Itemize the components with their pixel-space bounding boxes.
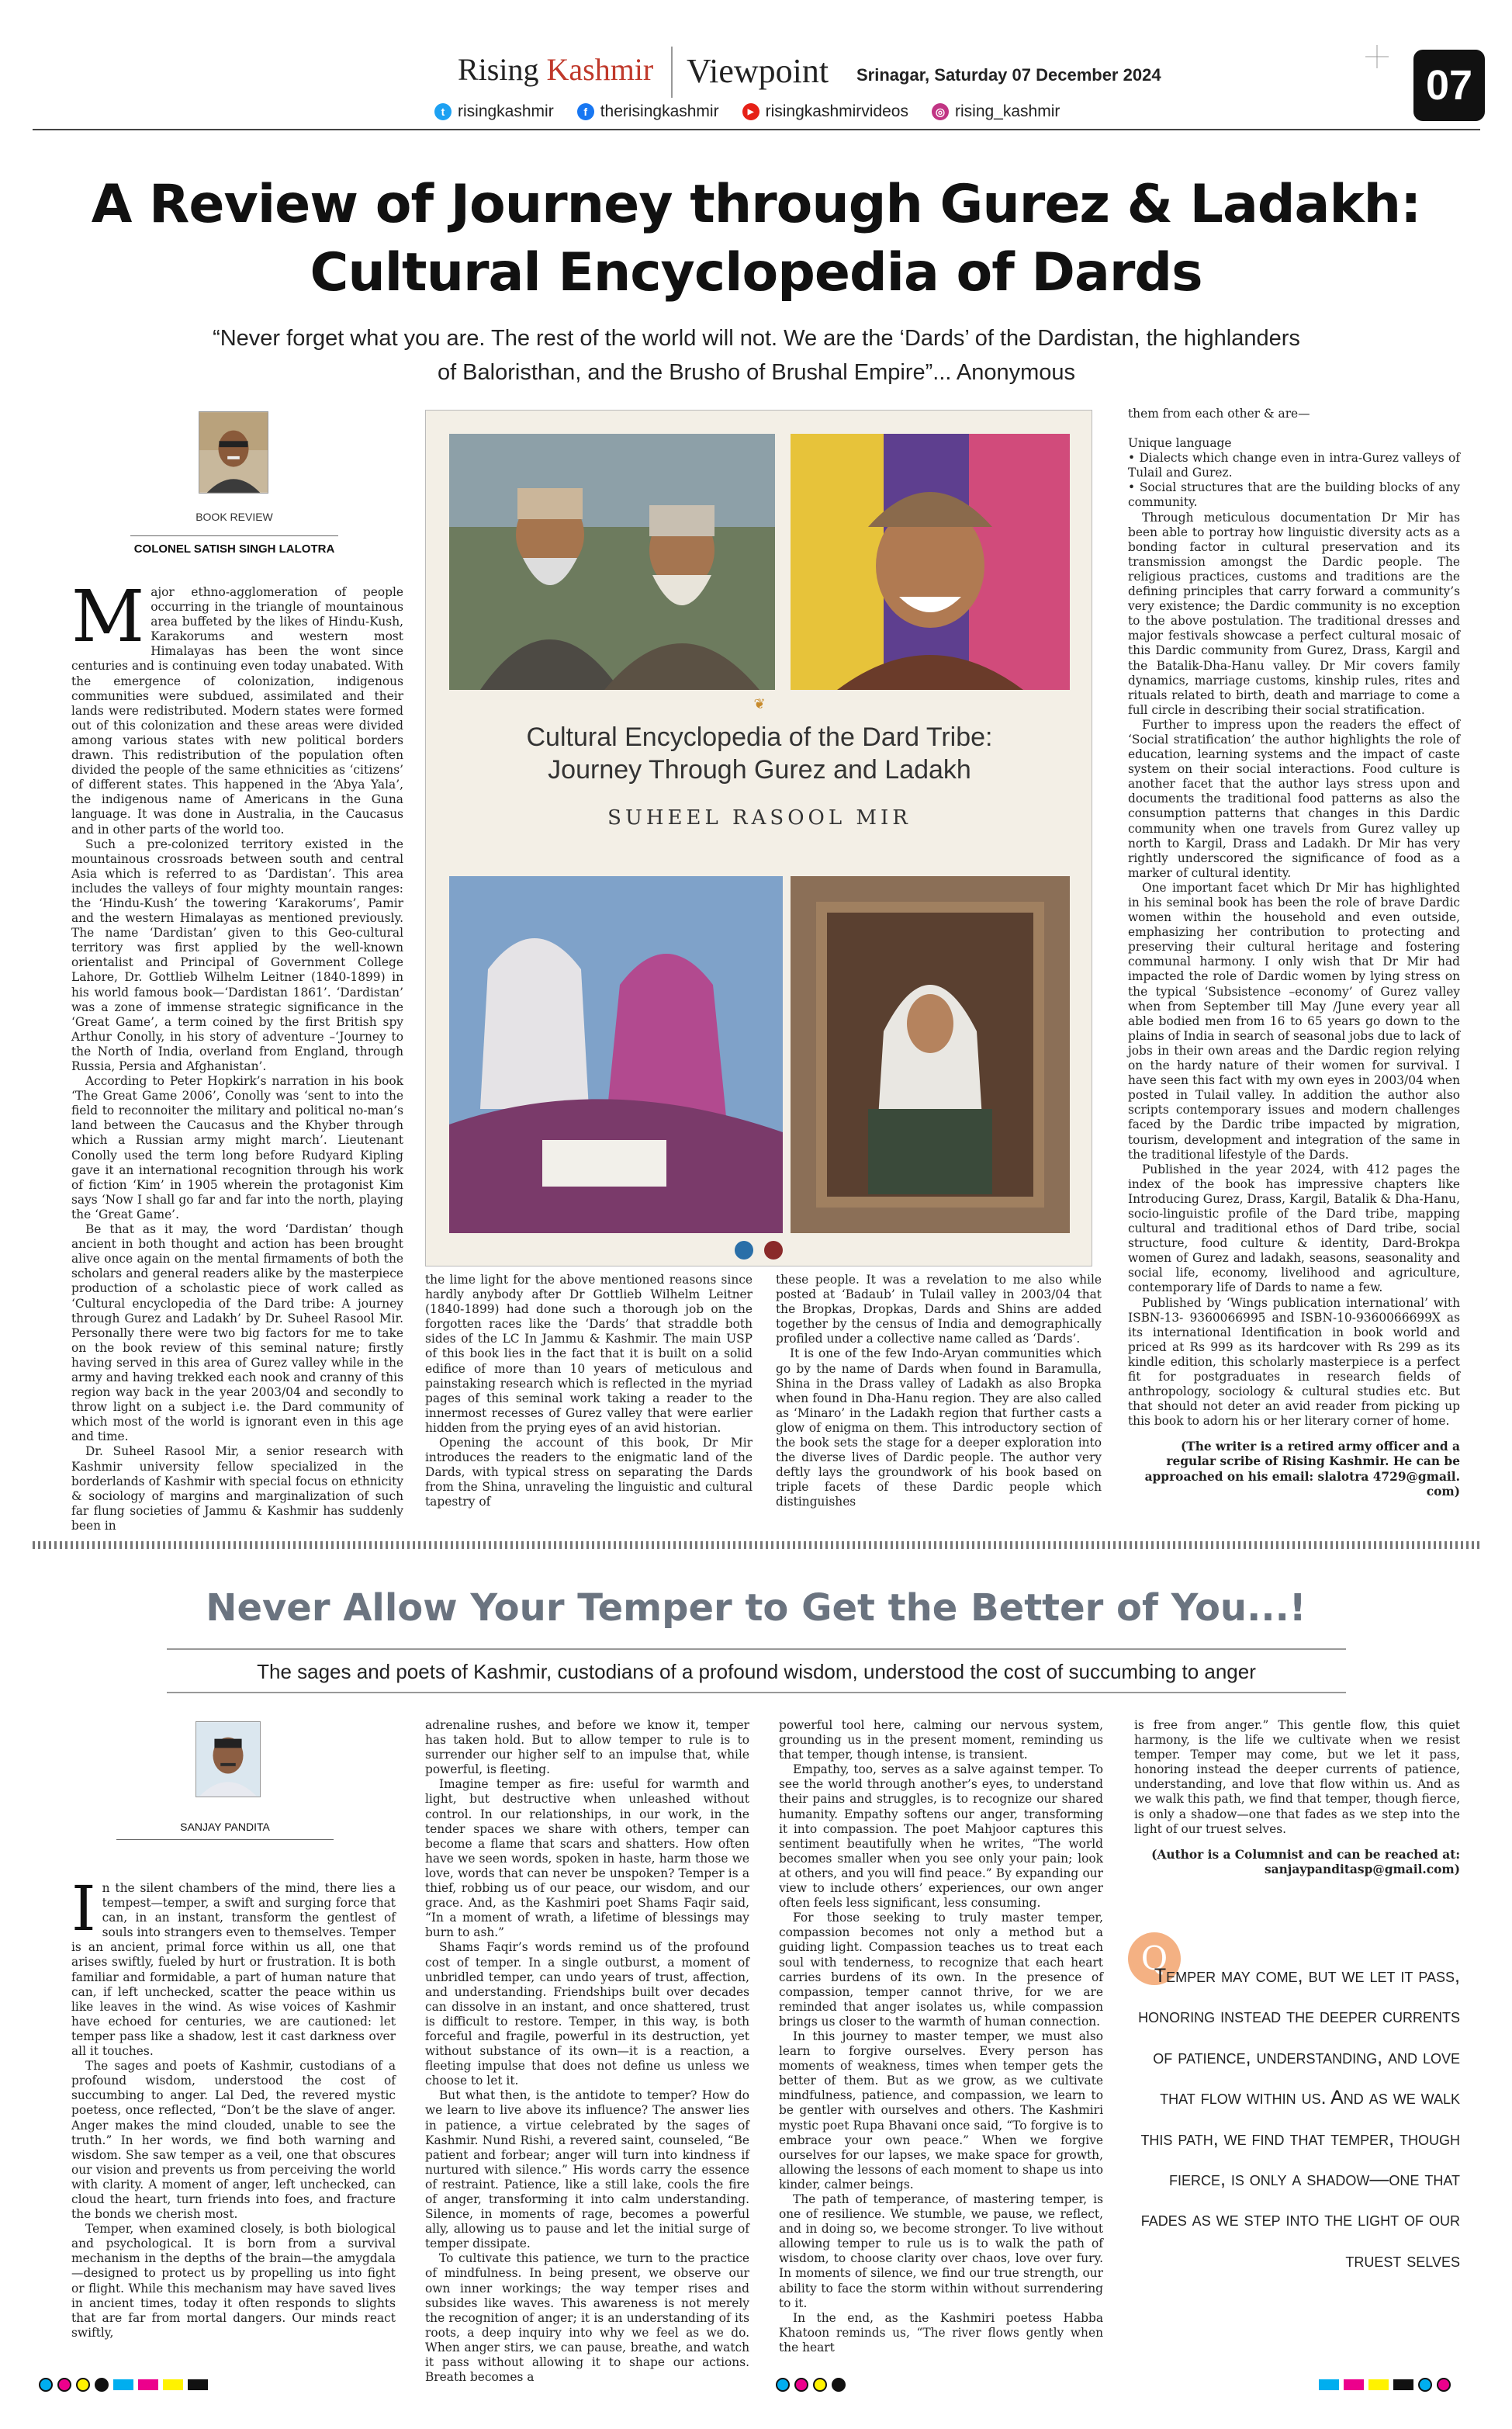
social-youtube[interactable] bbox=[742, 102, 908, 121]
article1-column-2: the lime light for the above mentioned reasons since hardly anybody after Dr Gottlieb Wilhelm Leitner (1840-1899) had done such a thorough job on the forgotten races like the ‘Dards’ that straddle both sides of the LC In Jammu & Kashmir. The main USP of this book lies in the fact that it is built on a solid edifice of more than 10 years of meticulous and painstaking research which is reflected in the myriad pages of this seminal work taking a reader to the innermost recesses of Gurez valley that were earlier hidden from the prying eyes of an avid historian. Opening the account of this book, Dr Mir introduces the readers to the enigmatic land of the Dards, with typical stress on separating the Dards from the Shina, unraveling the linguistic and cultural tapestry of bbox=[425, 1273, 753, 1509]
brand-rising: Rising bbox=[458, 52, 539, 87]
instagram-icon: ◎ bbox=[932, 103, 949, 120]
article2-column-2: adrenaline rushes, and before we know it, temper has taken hold. But to allow temper to rule is to surrender our higher self to an impulse that, while powerful, is fleeting. Imagine temper as fire: useful for warmth and light, but destructive when unleashed without control. In our relationships, in our work, in the tender spaces we share with others, temper can become a flame that scars and shatters. How often have we seen words, spoken in haste, harm those we love, words that can never be unspoken? Temper is a thief, robbing us of our peace, our wisdom, and our grace. And, as the Kashmiri poet Shams Faqir said, “In a moment of wrath, a lifetime of blessings may burn to ash.” Shams Faqir’s words remind us of the profound cost of temper. In a single outburst, a moment of unbridled temper, can undo years of trust, affection, and understanding. Friendships built over decades can dissolve in an instant, and once shattered, trust is difficult to restore. Temper, in this way, is both forceful and fragile, powerful in its destruction, yet without substance of its own—it is a reaction, a fleeting impulse that does not define us unless we choose to let it. But what then, is the antidote to temper? How do we learn to live above its influence? The answer lies in patience, a virtue celebrated by the sages of Kashmir. Nund Rishi, a revered saint, counseled, “Be patient and forbear; anger will turn into kindness if nurtured with silence.” His words carry the essence of restraint. Patience, like a still lake, cools the fire of anger, transforming it into calm understanding. Silence, in moments of rage, becomes a powerful ally, allowing us to pause and let the initial surge of temper dissipate. To cultivate this patience, we turn to the practice of mindfulness. In being present, we observe our own inner workings; the way temper rises and subsides like waves. This awareness is not merely the recognition of anger; it is an understanding of its roots, a deep inquiry into why we feel as we do. When anger stirs, we can pause, breathe, and watch it pass without allowing it to shape our actions. Breath becomes a bbox=[425, 1718, 749, 2385]
article2-column-3: powerful tool here, calming our nervous system, grounding us in the present moment, reminding us that temper, though intense, is transient. Empathy, too, serves as a salve against temper. To see the world through another’s eyes, to understand their pains and struggles, is to recognize our shared humanity. Empathy softens our anger, transforming it into compassion. The poet Mahjoor captures this sentiment beautifully when he writes, “The world becomes smaller when you see only your pain; look at others, and you will find peace.” By expanding our view to include others’ experiences, our own anger often feels less significant, less consuming. For those seeking to truly master temper, compassion becomes not only a method but a guiding light. Compassion teaches us to treat each soul with tenderness, to recognize that each heart carries burdens of its own. In the presence of compassion, temper cannot thrive, for we are reminded that anger isolates us, while compassion brings us closer to the warmth of human connection. In this journey to master temper, we must also learn to forgive ourselves. Every person has moments of weakness, times when temper gets the better of them. But as we grow, as we cultivate mindfulness, patience, and compassion, we learn to be gentler with ourselves and others. The Kashmiri mystic poet Rupa Bhavani once said, “To forgive is to embrace your own peace.” When we forgive ourselves for our lapses, we make space for growth, allowing the lessons of each moment to shape us into kinder, calmer beings. The path of temperance, of mastering temper, is one of resilience. We stumble, we pause, we reflect, and in doing so, we become stronger. To live without allowing temper to rule us is to walk the path of wisdom, to choose clarity over chaos, love over fury. In moments of silence, we find our true strength, our ability to face the storm within without surrendering to it. In the end, as the Kashmiri poetess Habba Khatoon reminds us, “The river flows gently when the heart bbox=[779, 1718, 1103, 2355]
article1-kicker: BOOK REVIEW bbox=[195, 511, 273, 523]
author-photo-pandita bbox=[195, 1721, 261, 1797]
cover-author: SUHEEL RASOOL MIR bbox=[607, 806, 912, 830]
cover-publisher-logos bbox=[732, 1241, 786, 1261]
dropcap-i: I bbox=[71, 1873, 96, 1945]
article1-column-4: them from each other & are— Unique language • Dialects which change even in intra-Gurez valleys of Tulail and Gurez. • Social structures that are the building blocks of any community. Through meticulous documentation Dr Mir has been able to portray how linguistic diversity acts as a bonding factor in cultural preservation and its transmission amongst the Dardic people. The religious practices, customs and traditions are the defining principles that carry forward a community’s very existence; the Dardic community is no exception to the above postulation. The traditional dresses and major festivals showcase a perfect cultural mosaic of this Dardic community from Gurez, Drass, Kargil and the Batalik-Dha-Hanu valley. Dr Mir covers family dynamics, marriage customs, kinship rules, rites and rituals related to birth, death and marriage to come a full circle in describing their social stratification. Further to impress upon the readers the effect of ‘Social stratification’ the author highlights the role of education, learning systems and the impact of caste system on their social interactions. Food culture is another facet that the author lays stress upon and documents the traditional food patterns as also the consumption patterns that changes in this Dardic community when one travels from Gurez valley up north to Kargil, Drass and Ladakh. Dr Mir has very rightly underscored the significance of food as a marker of cultural identity. One important facet which Dr Mir has highlighted in his seminal book has been the role of brave Dardic women within the household and even outside, emphasizing her contribution to protecting and preserving their cultural heritage and fostering communal harmony. I only wish that Dr Mir had impacted the role of Dardic women by lying stress on the typical ‘Subsistence –economy’ of Gurez valley when from September till May /June every year all able bodied men from 16 to 65 years go down to the plains of India in search of seasonal jobs due to lack of jobs in their own areas and the Dardic region relying on the hardy nature of their women for survival. I have seen this fact with my own eyes in 2003/04 when posted in Tulail valley. In addition the author also scripts contemporary issues and modern challenges faced by the Dardic tribe impacted by migration, tourism, development and integration of the same in the traditional lifestyle of the Dards. Published in the year 2024, with 412 pages the index of the book has impressive chapters like Introducing Gurez, Drass, Kargil, Batalik & Dha-Hanu, socio-linguistic profile of the Dard tribe, mapping cultural and traditional ethos of Dard tribe, social structure, food culture & identity, Dard-Brokpa women of Gurez and ladakh, seasons, seasonality and social life, economy, livelihood and agriculture, contemporary life of Dards to name a few. Published by ‘Wings publication international’ with ISBN-13- 9360066995 and ISBN-10-9360066699X as its international Identification in book world and priced at Rs 999 as its hardcover with Rs 299 as its kindle edition, this scholarly masterpiece is a perfect fit for postgraduates in research fields of anthropology, sociology & cultural studies etc. But that should not deter an avid reader from picking up this book to adorn his or her literary corner of home. (The writer is a retired army officer and a regular scribe of Rising Kashmir. He can be approached on his email: slalotra 4729@gmail. com) bbox=[1128, 407, 1460, 1499]
section-divider bbox=[33, 1541, 1480, 1549]
cover-photo-elders bbox=[449, 434, 775, 690]
article1-column-3: these people. It was a revelation to me also while posted at ‘Badaub’ in Tulail valley in 2003/04 that the Bropkas, Dropkas, Dards and Shins are added together by the census of India and demographically profiled under a collective name called as ‘Dards’. It is one of the few Indo-Aryan communities which go by the name of Dards when found in Baramulla, Shina in the Drass valley of Ladakh as also Bropka when found in Dha-Hanu region. They are also called as ‘Minaro’ in the Ladakh region that further casts a glow of enigma on them. This introductory section of the book sets the stage for a deeper exploration into the diverse lives of Dardic people. The author very deftly lays the groundwork of his book based on triple facets of these Dardic people which distinguishes bbox=[776, 1273, 1102, 1509]
registration-mark-icon bbox=[1365, 45, 1389, 68]
article2-column-1: In the silent chambers of the mind, there lies a tempest—temper, a swift and surging force that can, in an instant, transform the gentlest of souls into strangers even to themselves. Temper is an ancient, primal force within us all, one that arises swiftly, fueled by hurt or frustration. It is both familiar and formidable, a part of human nature that can, if left unchecked, scatter the peace within us like leaves in the wind. As wise voices of Kashmir have echoed for centuries, we are cautioned: let temper pass like a shadow, lest it cast darkness over all it touches. The sages and poets of Kashmir, custodians of a profound wisdom, understood the cost of succumbing to anger. Lal Ded, the revered mystic poetess, once reflected, “Don’t be the slave of anger. Anger makes the mind clouded, unable to see the truth.” In her words, we find both warning and wisdom. She saw temper as a veil, one that obscures our vision and prevents us from perceiving the world with clarity. A moment of anger, left unchecked, can cloud the heart, turn friends into foes, and fracture the bonds we cherish most. Temper, when examined closely, is both biological and psychological. It is born from a survival mechanism in the depths of the brain—the amygdala—designed to protect us by propelling us into fight or flight. While this mechanism may have saved lives in ancient times, today it often responds to slights that are far from mortal dangers. Our minds react swiftly, bbox=[71, 1873, 396, 2340]
social-instagram[interactable] bbox=[932, 102, 1060, 121]
print-colorbar-left bbox=[39, 2378, 208, 2392]
article2-headline: Never Allow Your Temper to Get the Better of You...! bbox=[206, 1586, 1306, 1630]
svg-text:Q: Q bbox=[1140, 1939, 1168, 1977]
article2-column-4: is free from anger.” This gentle flow, this quiet harmony, is the life we cultivate when we resist temper. Temper may come, but we let it pass, honoring instead the deeper currents of patience, understanding, and love that flow within us. And as we walk this path, we find that temper, though fierce, is only a shadow—one that fades as we step into the light of our truest selves. (Author is a Columnist and can be reached at: sanjaypanditasp@gmail.com) bbox=[1134, 1718, 1460, 1876]
university-seal-icon bbox=[764, 1241, 783, 1260]
header-rule bbox=[33, 129, 1480, 130]
dateline: Srinagar, Saturday 07 December 2024 bbox=[856, 65, 1161, 85]
cover-photo-woman-window bbox=[791, 876, 1070, 1233]
section-title: Viewpoint bbox=[687, 52, 829, 90]
article1-column-1: Major ethno-agglomeration of people occurring in the triangle of mountainous area buffeted by the likes of Hindu-Kush, Karakorums and western most Himalayas has been the wont since centuries and is continuing even today unabated. With the emergence of colonization, indigenous communities were subdued, assimilated and their lands were redistributed. Modern states were formed out of this colonization and these areas were divided among various states with new political borders drawn. This redistribution of the population often divided the people of the same ethnicities as ‘citizens’ of different states. This happened in the ‘Abya Yala’, the indigenous name of Americans in the Guna language. It was done in Australia, in the Caucasus and in other parts of the world too. Such a pre-colonized territory existed in the mountainous crossroads between south and central Asia which is referred to as ‘Dardistan’. This area includes the valleys of four mighty mountain ranges: the ‘Hindu-Kush’ the towering ‘Karakorums’, Pamir and the western Himalayas as mentioned previously. The name ‘Dardistan’ given to this Geo-cultural territory was first applied by the well-known orientalist and Principal of Government College Lahore, Dr. Gottlieb Wilhelm Leitner (1840-1899) in his world famous book—‘Dardistan 1861’. ‘Dardistan’ was a zone of immense strategic significance in the ‘Great Game’, a term coined by the first British spy Arthur Conolly, in his story of adventure –‘Journey to the North of India, overland from England, through Russia, Persia and Afghanistan’. According to Peter Hopkirk’s narration in his book ‘The Great Game 2006’, Conolly was ‘sent to into the field to reconnoiter the military and political no-man’s land between the Caucasus and the Khyber through which a Russian army might march’. Lieutenant Conolly used the term long before Rudyard Kipling gave it an international recognition through his work of fiction ‘Kim’ in 1905 wherein the protagonist Kim says ‘Now I shall go far and far into the north, playing the ‘Great Game’. Be that as it may, the word ‘Dardistan’ though ancient in both thought and action has been brought alive once again on the mental firmaments of both the scholars and general readers alike by the masterpiece production of a scholastic piece of work called as ‘Cultural encyclopedia of the Dard tribe: A journey through Gurez and Ladakh’ by Dr. Suheel Rasool Mir. Personally there were two big factors for me to take on the book review of this seminal nature; firstly having served in this area of Gurez valley while in the army and having trekked each nook and cranny of this region way back in the year 2003/04 and secondly to throw light on a subject i.e. the Dard community of which most of the world is ignorant even in this age and time. Dr. Suheel Rasool Mir, a senior research with Kashmir university fellow specialized in the borderlands of Kashmir with special focus on ethnicity & sociology of margins and marginalization of such far flung societies of Jammu & Kashmir has suddenly been in bbox=[71, 575, 403, 1533]
article1-author-note: (The writer is a retired army officer and a regular scribe of Rising Kashmir. He can be approached on his email: slalotra 4729@gmail. com) bbox=[1144, 1440, 1460, 1499]
social-twitter[interactable] bbox=[434, 102, 554, 121]
subhead-rule-top bbox=[167, 1648, 1346, 1650]
twitter-icon: t bbox=[434, 103, 452, 120]
cover-photo-man-in-cap bbox=[791, 434, 1070, 690]
article2-byline: SANJAY PANDITA bbox=[116, 1821, 334, 1840]
book-cover-image bbox=[425, 410, 1092, 1266]
print-colorbar-center bbox=[776, 2378, 846, 2392]
youtube-icon: ▶ bbox=[742, 103, 759, 120]
article1-byline: COLONEL SATISH SINGH LALOTRA bbox=[130, 535, 338, 556]
author-photo-lalotra bbox=[199, 411, 268, 494]
article2-author-note: (Author is a Columnist and can be reached at: sanjaypanditasp@gmail.com) bbox=[1151, 1847, 1460, 1876]
masthead-divider bbox=[671, 47, 673, 98]
cover-title: Cultural Encyclopedia of the Dard Tribe: Journey Through Gurez and Ladakh bbox=[526, 722, 993, 785]
article2-subhead: The sages and poets of Kashmir, custodians of a profound wisdom, understood the cost of succumbing to anger bbox=[257, 1660, 1256, 1683]
article1-quote-line2: of Baloristhan, and the Brusho of Brushal Empire”... Anonymous bbox=[437, 360, 1076, 385]
article1-quote-line1: “Never forget what you are. The rest of the world will not. We are the ‘Dards’ of the Dardistan, the highlanders bbox=[213, 326, 1300, 351]
cover-ornament-icon: ❦ bbox=[753, 696, 766, 712]
cover-photo-women-reading bbox=[449, 876, 783, 1233]
facebook-handle: therisingkashmir bbox=[600, 102, 719, 120]
brand-kashmir: Kashmir bbox=[546, 52, 654, 87]
publisher-logo-icon bbox=[735, 1241, 753, 1260]
subhead-rule-bottom bbox=[167, 1692, 1346, 1693]
article1-headline-line1: A Review of Journey through Gurez & Ladakh: bbox=[91, 174, 1421, 235]
instagram-handle: rising_kashmir bbox=[955, 102, 1060, 120]
youtube-handle: risingkashmirvideos bbox=[765, 102, 908, 120]
social-links bbox=[434, 102, 1060, 121]
facebook-icon: f bbox=[577, 103, 594, 120]
pull-quote: Temper may come, but we let it pass, honoring instead the deeper currents of patience, understanding, and love that flow within us. And as we walk this path, we find that temper, though fierce, is only a shadow—one that fades as we step into the light of our truest selves bbox=[1138, 1965, 1460, 2271]
dropcap-m: M bbox=[71, 575, 145, 658]
social-facebook[interactable] bbox=[577, 102, 719, 121]
article1-headline-line2: Cultural Encyclopedia of Dards bbox=[310, 242, 1202, 303]
twitter-handle: risingkashmir bbox=[458, 102, 554, 120]
masthead-brand bbox=[458, 51, 653, 88]
page-number: 07 bbox=[1413, 50, 1485, 121]
print-colorbar-right bbox=[1319, 2378, 1451, 2392]
